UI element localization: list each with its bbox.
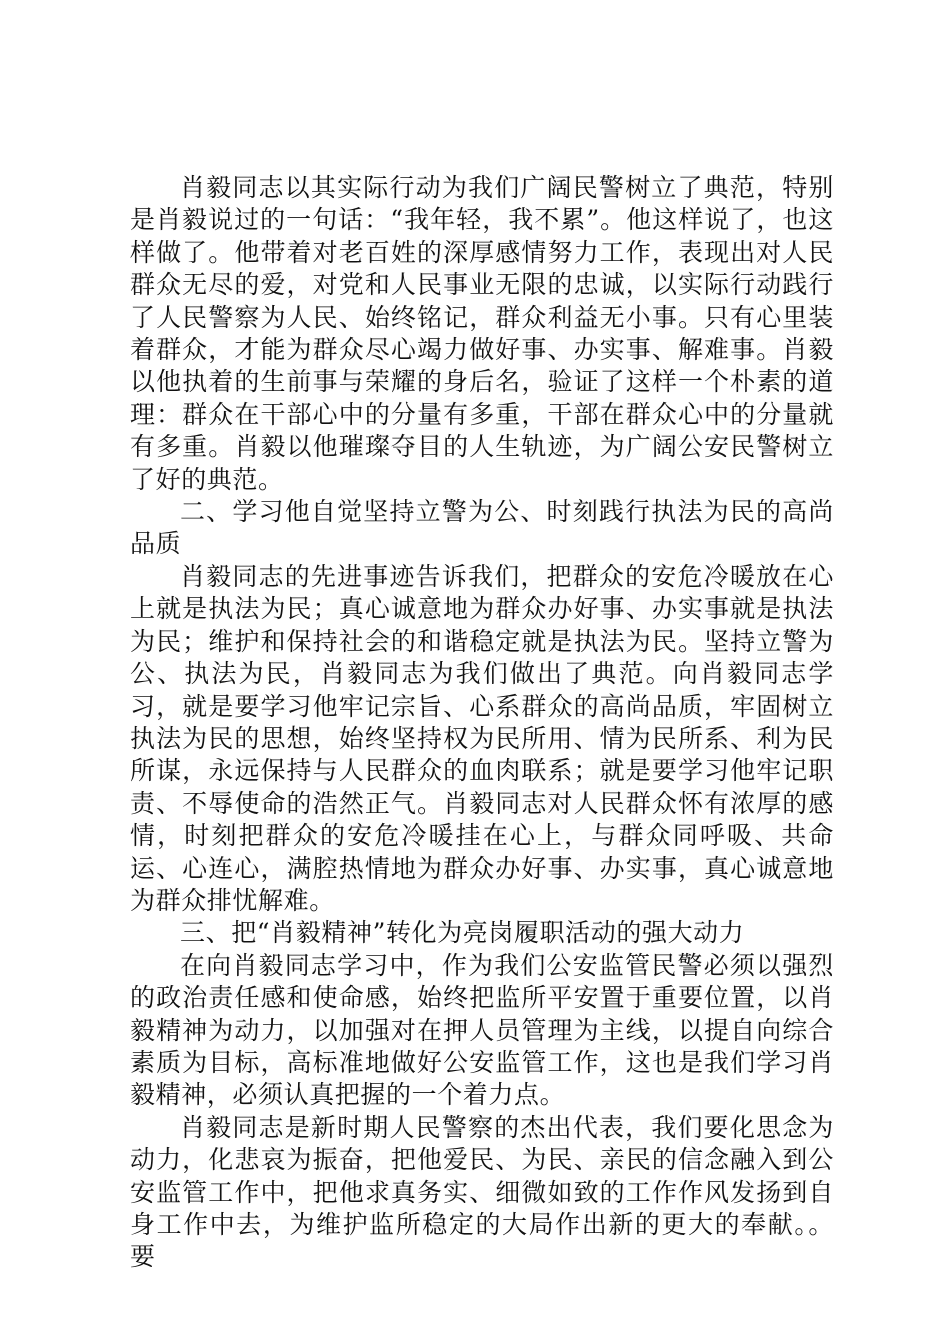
paragraph-body-1: 肖毅同志以其实际行动为我们广阔民警树立了典范，特别是肖毅说过的一句话：“我年轻，我不累”。他这样说了，也这样做了。他带着对老百姓的深厚感情努力工作，表现出对人民群众无尽的爱，对党和人民事业无限的忠诚，以实际行动践行了人民警察为人民、始终铭记，群众利益无小事。只有心里装着群众，才能为群众尽心竭力做好事、办实事、解难事。肖毅以他执着的生前事与荣耀的身后名，验证了这样一个朴素的道理：群众在干部心中的分量有多重，干部在群众心中的分量就有多重。肖毅以他璀璨夺目的人生轨迹，为广阔公安民警树立了好的典范。 (130, 173, 834, 494)
section-heading-2: 二、学习他自觉坚持立警为公、时刻践行执法为民的高尚品质 (130, 497, 834, 559)
paragraph-body-4: 肖毅同志是新时期人民警察的杰出代表，我们要化思念为动力，化悲哀为振奋，把他爱民、为民、亲民的信念融入到公安监管工作中，把他求真务实、细微如致的工作作风发扬到自身工作中去，为维护监所稳定的大局作出新的更大的奉献。。要 (130, 1112, 834, 1272)
paragraph-body-2: 肖毅同志的先进事迹告诉我们，把群众的安危冷暖放在心上就是执法为民；真心诚意地为群众办好事、办实事就是执法为民；维护和保持社会的和谐稳定就是执法为民。坚持立警为公、执法为民，肖毅同志为我们做出了典范。向肖毅同志学习，就是要学习他牢记宗旨、心系群众的高尚品质，牢固树立执法为民的思想，始终坚持权为民所用、情为民所系、利为民所谋，永远保持与人民群众的血肉联系；就是要学习他牢记职责、不辱使命的浩然正气。肖毅同志对人民群众怀有浓厚的感情，时刻把群众的安危冷暖挂在心上，与群众同呼吸、共命运、心连心，满腔热情地为群众办好事、办实事，真心诚意地为群众排忧解难。 (130, 561, 834, 915)
section-heading-3: 三、把“肖毅精神”转化为亮岗履职活动的强大动力 (180, 918, 745, 948)
document-body (130, 172, 834, 1274)
paragraph-body-3: 在向肖毅同志学习中，作为我们公安监管民警必须以强烈的政治责任感和使命感，始终把监所平安置于重要位置，以肖毅精神为动力，以加强对在押人员管理为主线，以提自向综合素质为目标，高标准地做好公安监管工作，这也是我们学习肖毅精神，必须认真把握的一个着力点。 (130, 950, 834, 1110)
